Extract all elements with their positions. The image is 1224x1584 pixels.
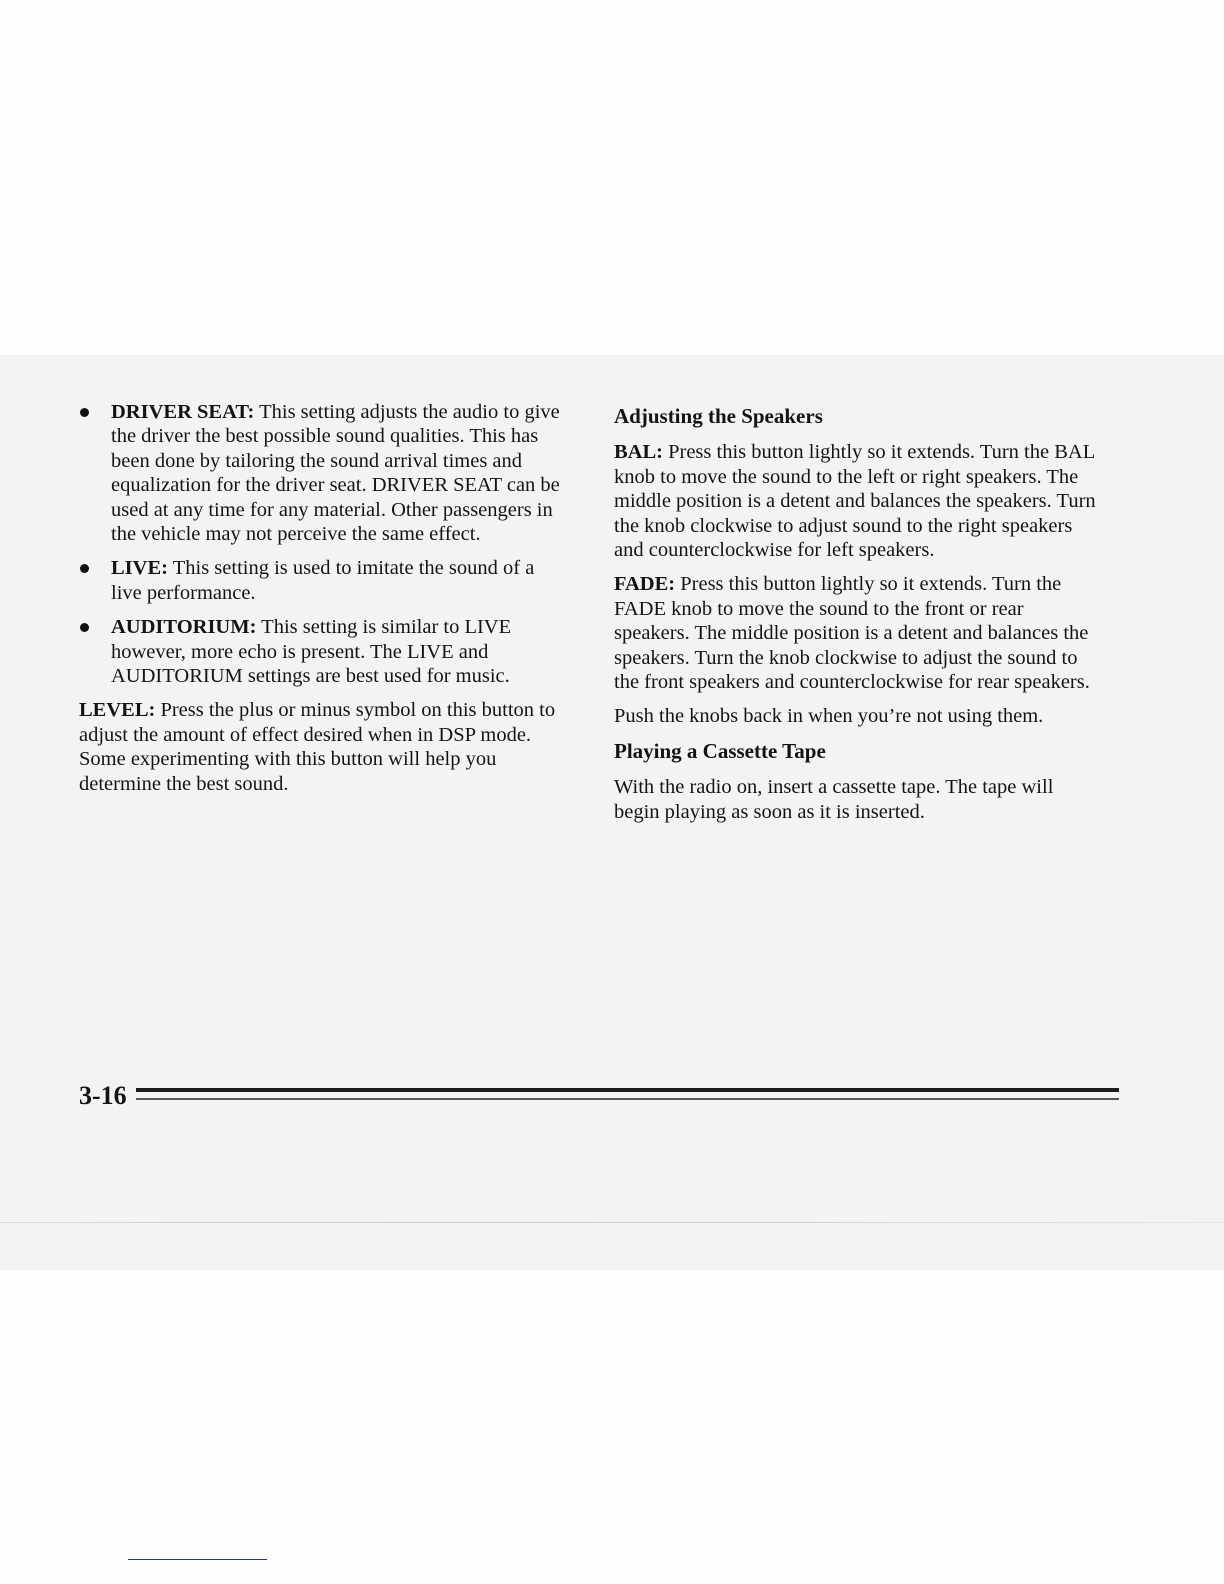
cassette-paragraph: With the radio on, insert a cassette tape. The tape will begin playing as soon as it is inserted. (614, 776, 1054, 823)
bullet-dot-icon (80, 564, 89, 573)
page-footer (79, 1081, 1119, 1111)
footer-rule-thin (136, 1098, 1119, 1100)
term-bal: BAL: (614, 441, 663, 464)
footer-rule-thick (136, 1088, 1119, 1092)
cassette-heading: Playing a Cassette Tape (614, 738, 826, 763)
right-column (614, 400, 1104, 834)
term-fade: FADE: (614, 573, 676, 596)
term-level: LEVEL: (79, 699, 156, 722)
bullet-driver-seat (79, 400, 569, 546)
bottom-underline-mark (128, 1559, 267, 1560)
term-live: LIVE: (111, 557, 168, 580)
term-auditorium: AUDITORIUM: (111, 616, 257, 639)
bal-description: Press this button lightly so it extends. Turn the BAL knob to move the sound to the left or right speakers. The middle position is a detent and balances the speakers. Turn the knob clockwise to adjust sound to the right speakers and counterclockwise for left speakers. (614, 441, 1096, 562)
driver-seat-description: This setting adjusts the audio to give the driver the best possible sound qualities. This has been done by tailoring the sound arrival times and equalization for the driver seat. DRIVER SEAT can be used at any time for any material. Other passengers in the vehicle may not perceive the same effect. (111, 401, 560, 546)
auditorium-description: This setting is similar to LIVE however, more echo is present. The LIVE and AUDITORIUM settings are best used for music. (111, 616, 512, 688)
fade-paragraph (614, 572, 1104, 694)
fade-description: Press this button lightly so it extends. Turn the FADE knob to move the sound to the front or rear speakers. The middle position is a detent and balances the speakers. Turn the knob clockwise to adjust the sound to the front speakers and counterclockwise for rear speakers. (614, 573, 1090, 694)
bal-paragraph (614, 440, 1104, 562)
bullet-dot-icon (80, 408, 89, 417)
bullet-auditorium (79, 615, 569, 688)
level-paragraph (79, 698, 569, 796)
bullet-dot-icon (80, 623, 89, 632)
bullet-live (79, 556, 569, 605)
live-description: This setting is used to imitate the sound of a live performance. (111, 557, 535, 604)
scan-edge-line (0, 1222, 1224, 1223)
left-column (79, 400, 569, 806)
speakers-heading: Adjusting the Speakers (614, 404, 823, 428)
term-driver-seat: DRIVER SEAT: (111, 401, 255, 423)
push-knobs-paragraph: Push the knobs back in when you’re not using them. (614, 705, 1044, 728)
page-number: 3-16 (79, 1081, 127, 1110)
level-description: Press the plus or minus symbol on this button to adjust the amount of effect desired when in DSP mode. Some experimenting with this button will help you determine the best sound. (79, 699, 556, 795)
